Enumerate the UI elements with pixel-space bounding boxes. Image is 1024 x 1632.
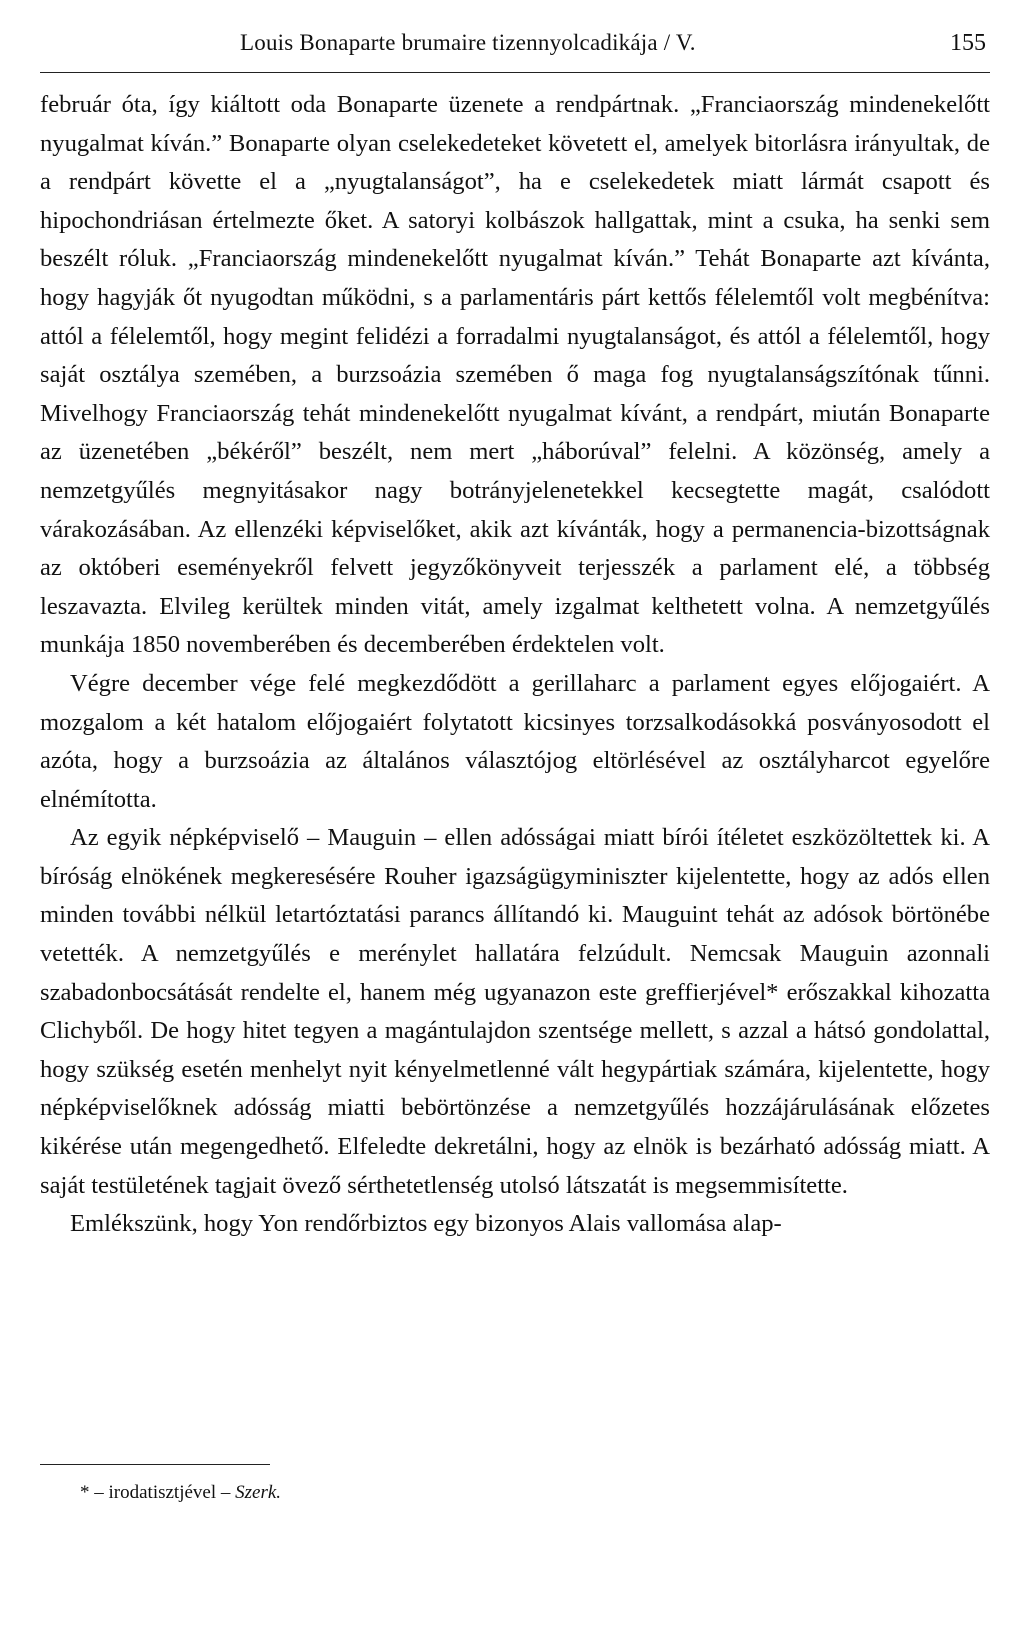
page-number: 155 (950, 30, 986, 56)
paragraph-2: Végre december vége felé megkezdődött a gerillaharc a parlament egyes előjogaiért. A mozgalom a két hatalom előjogaiért folytatott kicsinyes torzsalkodásokká posványosodott el azóta, hogy a burzsoázia az általános választójog eltörlésével az osztályharcot egyelőre elnémította. (40, 669, 990, 813)
footnote (80, 1482, 281, 1504)
header-divider (40, 72, 990, 73)
footnote-text: * – irodatisztjével – (80, 1482, 236, 1503)
paragraph-1: február óta, így kiáltott oda Bonaparte üzenete a rendpártnak. „Franciaország mindenekelőtt nyugalmat kíván.” Bonaparte olyan cselekedeteket követett el, amelyek bitorlásra irányultak, de a rendpárt követte el a „nyugtalanságot”, ha e cselekedetek miatt lármát csapott és hipochondriásan értelmezte őket. A satoryi kolbászok hallgattak, mint a csuka, ha senki sem beszélt róluk. „Franciaország mindenekelőtt nyugalmat kíván.” Tehát Bonaparte azt kívánta, hogy hagyják őt nyugodtan működni, s a parlamentáris párt kettős félelemtől volt megbénítva: attól a félelemtől, hogy megint felidézi a forradalmi nyugtalanságot, és attól a félelemtől, hogy saját osztálya szemében, a burzsoázia szemében ő maga fog nyugtalanságszítónak tűnni. Mivelhogy Franciaország tehát mindenekelőtt nyugalmat kívánt, a rendpárt, miután Bonaparte az üzenetében „békéről” beszélt, nem mert „háborúval” felelni. A közönség, amely a nemzetgyűlés megnyitásakor nagy botrányjelenetekkel kecsegtette magát, csalódott várakozásában. Az ellenzéki képviselőket, akik azt kívánták, hogy a permanencia-bizottságnak az októberi eseményekről felvett jegyzőkönyveit terjesszék a parlament elé, a többség leszavazta. Elvileg kerültek minden vitát, amely izgalmat kelthetett volna. A nemzetgyűlés munkája 1850 novemberében és decemberében érdektelen volt. (40, 91, 990, 659)
paragraph-3: Az egyik népképviselő – Mauguin – ellen adósságai miatt bírói ítéletet eszközöltettek ki. A bíróság elnökének megkeresésére Rouher igazságügyminiszter kijelentette, hogy az adós ellen minden további nélkül letartóztatási parancs állítandó ki. Mauguint tehát az adósok börtönébe vetették. A nemzetgyűlés e merénylet hallatára felzúdult. Nemcsak Mauguin azonnali szabadonbocsátását rendelte el, hanem még ugyanazon este greffierjével* erőszakkal kihozatta Clichyből. De hogy hitet tegyen a magántulajdon szentsége mellett, s azzal a hátsó gondolattal, hogy szükség esetén menhelyt nyit kényelmetlenné vált hegypártiak számára, kijelentette, hogy népképviselőknek adósság miatti bebörtönzése a nemzetgyűlés hozzájárulásának előzetes kikérése után megengedhető. Elfeledte dekretálni, hogy az elnök is bezárható adósság miatt. A saját testületének tagjait övező sérthetetlenség utolsó látszatát is megsemmisítette. (40, 824, 990, 1199)
footnote-source: Szerk. (235, 1482, 282, 1503)
body-text (40, 86, 990, 1244)
footnote-divider (40, 1464, 270, 1465)
page-header (40, 30, 990, 66)
paragraph-4: Emlékszünk, hogy Yon rendőrbiztos egy bizonyos Alais vallomása alap- (70, 1210, 782, 1238)
running-title: Louis Bonaparte brumaire tizennyolcadikája / V. (240, 30, 696, 55)
